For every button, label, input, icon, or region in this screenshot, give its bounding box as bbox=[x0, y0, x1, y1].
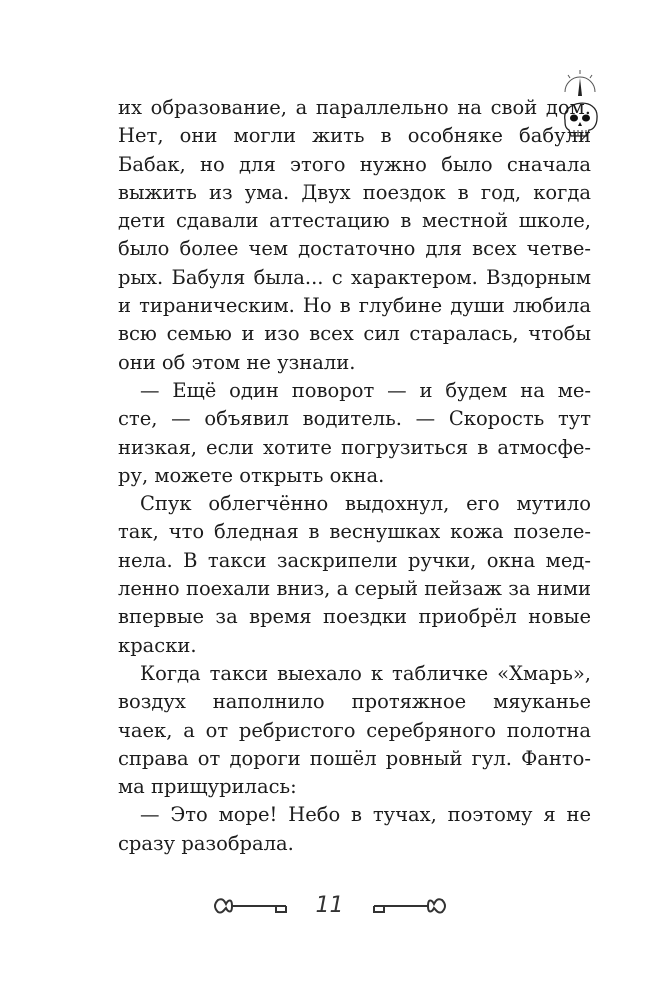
text-line: воздух наполнило протяжное мяуканье bbox=[118, 690, 591, 714]
text-line: они об этом не узнали. bbox=[118, 350, 356, 374]
text-line: их образование, а параллельно на свой дом. bbox=[118, 96, 591, 119]
text-line: — Ещё один поворот — и будем на ме- bbox=[140, 378, 591, 402]
body-text bbox=[118, 94, 591, 858]
key-right-icon bbox=[366, 894, 446, 918]
text-line: чаек, а от ребристого серебряного полотна bbox=[118, 718, 591, 742]
text-line: — Это море! Небо в тучах, поэтому я не bbox=[140, 803, 591, 827]
text-line: рых. Бабуля была... с характером. Вздорным bbox=[118, 265, 591, 289]
page-number: 11 bbox=[315, 893, 344, 918]
text-line: низкая, если хотите погрузиться в атмосфе- bbox=[118, 435, 591, 459]
text-line: всю семью и изо всех сил старалась, чтобы bbox=[118, 322, 591, 346]
text-line: краски. bbox=[118, 633, 197, 657]
text-line: справа от дороги пошёл ровный гул. Фанто- bbox=[118, 746, 591, 770]
page-footer bbox=[0, 893, 659, 918]
text-line: Нет, они могли жить в особняке бабули bbox=[118, 124, 591, 148]
text-line: Когда такси выехало к табличке «Хмарь», bbox=[140, 661, 591, 685]
text-line: Спук облегчённо выдохнул, его мутило bbox=[140, 492, 591, 516]
text-line: так, что бледная в веснушках кожа позеле- bbox=[118, 520, 591, 544]
text-line: было более чем достаточно для всех четве- bbox=[118, 237, 591, 261]
text-line: и тираническим. Но в глубине души любила bbox=[118, 294, 591, 318]
text-line: ленно поехали вниз, а серый пейзаж за ними bbox=[118, 577, 591, 601]
text-line: выжить из ума. Двух поездок в год, когда bbox=[118, 180, 591, 204]
text-line: впервые за время поездки приобрёл новые bbox=[118, 605, 591, 629]
text-line: Бабак, но для этого нужно было сначала bbox=[118, 152, 591, 176]
text-line: нела. В такси заскрипели ручки, окна мед- bbox=[118, 548, 591, 572]
key-left-icon bbox=[214, 894, 294, 918]
text-line: ру, можете открыть окна. bbox=[118, 463, 385, 487]
text-line: сразу разобрала. bbox=[118, 831, 294, 855]
text-line: ма прищурилась: bbox=[118, 775, 297, 799]
text-line: сте, — объявил водитель. — Скорость тут bbox=[118, 407, 591, 431]
text-line: дети сдавали аттестацию в местной школе, bbox=[118, 209, 591, 233]
